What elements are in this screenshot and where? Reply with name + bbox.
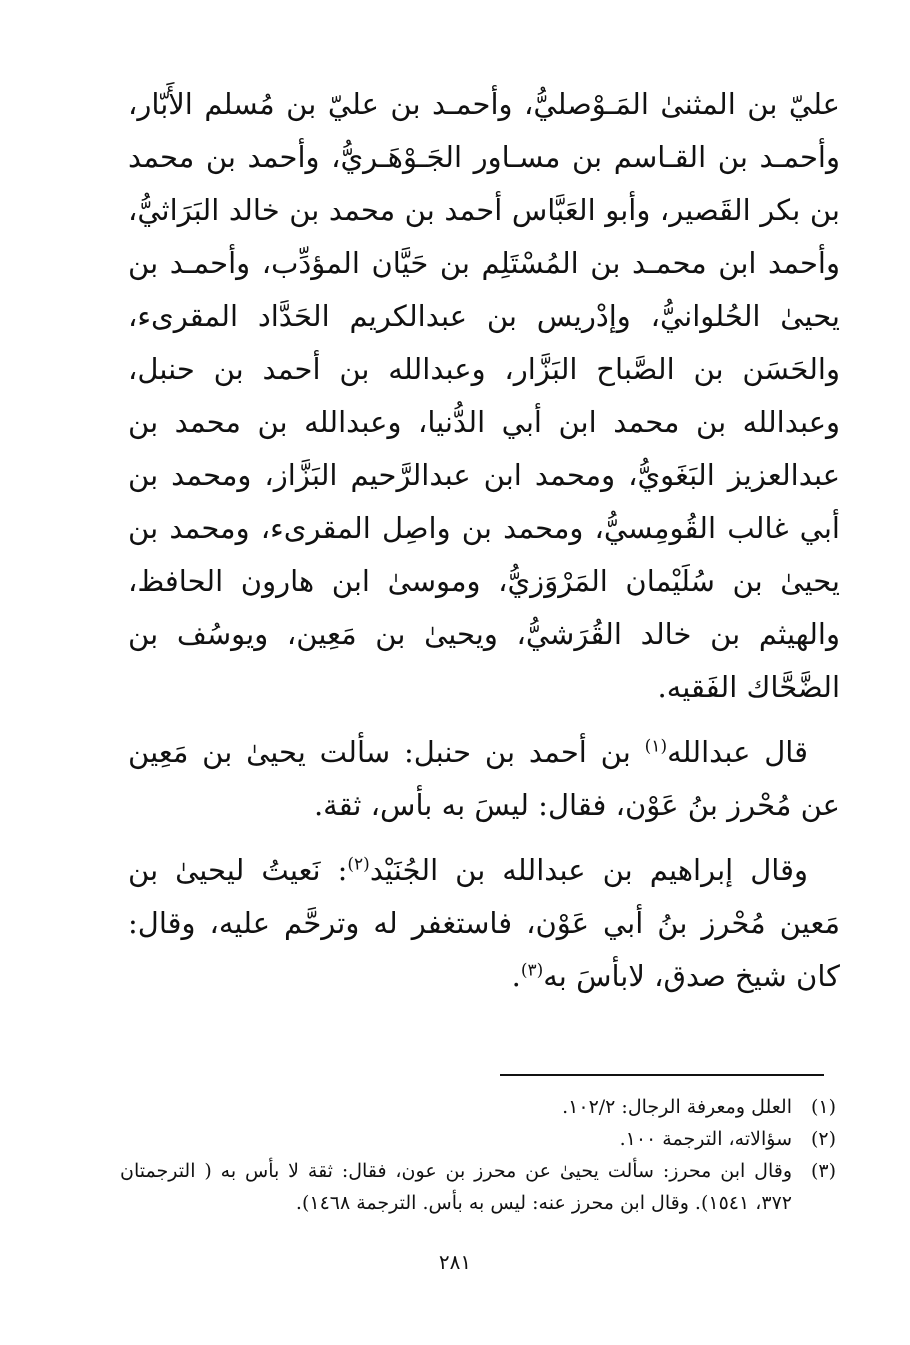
paragraph-text: . — [511, 959, 521, 993]
footnote-text: سؤالاته، الترجمة ١٠٠. — [619, 1128, 792, 1150]
main-text — [128, 78, 840, 1003]
footnote-number: (٢) — [810, 1128, 836, 1150]
paragraph-text: قال عبدالله — [667, 735, 808, 769]
footnote-item — [120, 1123, 836, 1155]
paragraph-abdullah-quote — [128, 726, 840, 832]
footnote-text: وقال ابن محرز: سألت يحيىٰ عن محرز بن عون، فقال: ثقة لا بأس به ( الترجمتان ٣٧٢، ١٥٤١). وقال ابن محرز عنه: ليس به بأس. الترجمة ١٤٦٨). — [120, 1160, 792, 1214]
paragraph-narrators-list: عليّ بن المثنىٰ المَـوْصليُّ، وأحمـد بن عليّ بن مُسلم الأَبّار، وأحمـد بن القـاسم بن مسـاور الجَـوْهَـريُّ، وأحمد بن محمد بن بكر القَصير، وأبو العَبَّاس أحمد بن محمد بن خالد البَرَاثيُّ، وأحمد ابن محمـد بن المُسْتَلِم بن حَيَّان المؤدِّب، وأحمـد بن يحيىٰ الحُلوانيُّ، وإدْريس بن عبدالكريم الحَدَّاد المقرىء، والحَسَن بن الصَّباح البَزَّار، وعبدالله بن أحمد بن حنبل، وعبدالله بن محمد ابن أبي الدُّنيا، وعبدالله بن محمد بن عبدالعزيز البَغَويُّ، ومحمد ابن عبدالرَّحيم البَزَّاز، ومحمد بن أبي غالب القُومِسيُّ، ومحمد بن واصِل المقرىء، ومحمد بن يحيىٰ بن سُلَيْمان المَرْوَزيُّ، وموسىٰ ابن هارون الحافظ، والهيثم بن خالد القُرَشيُّ، ويحيىٰ بن مَعِين، ويوسُف بن الضَّحَّاك الفَقيه. — [128, 87, 840, 704]
footnote-reference-2[interactable]: (٢) — [347, 854, 370, 875]
footnote-item — [120, 1155, 836, 1219]
footnote-reference-3[interactable]: (٣) — [520, 960, 544, 981]
footnote-text: العلل ومعرفة الرجال: ١٠٢/٢. — [562, 1096, 792, 1118]
paragraph-text: بن أحمد بن حنبل: سألت يحيىٰ بن مَعِين عن مُحْرز بنُ عَوْن، فقال: ليسَ به بأس، ثقة. — [128, 735, 840, 822]
footnotes — [120, 1091, 836, 1219]
footnote-divider — [500, 1074, 824, 1076]
paragraph-ibrahim-quote — [128, 844, 840, 1003]
page-number: ٢٨١ — [438, 1250, 472, 1274]
paragraph-text: وقال إبراهيم بن عبدالله بن الجُنَيْد — [369, 853, 808, 887]
footnote-item — [120, 1091, 836, 1123]
paragraph-text: : نَعيتُ ليحيىٰ بن مَعين مُحْرز بنُ أبي عَوْن، فاستغفر له وترحَّم عليه، وقال: كان شيخ صدق، لابأسَ به — [128, 853, 840, 993]
footnote-reference-1[interactable]: (١) — [644, 736, 668, 757]
footnote-number: (١) — [810, 1096, 836, 1118]
footnote-number: (٣) — [810, 1160, 836, 1182]
